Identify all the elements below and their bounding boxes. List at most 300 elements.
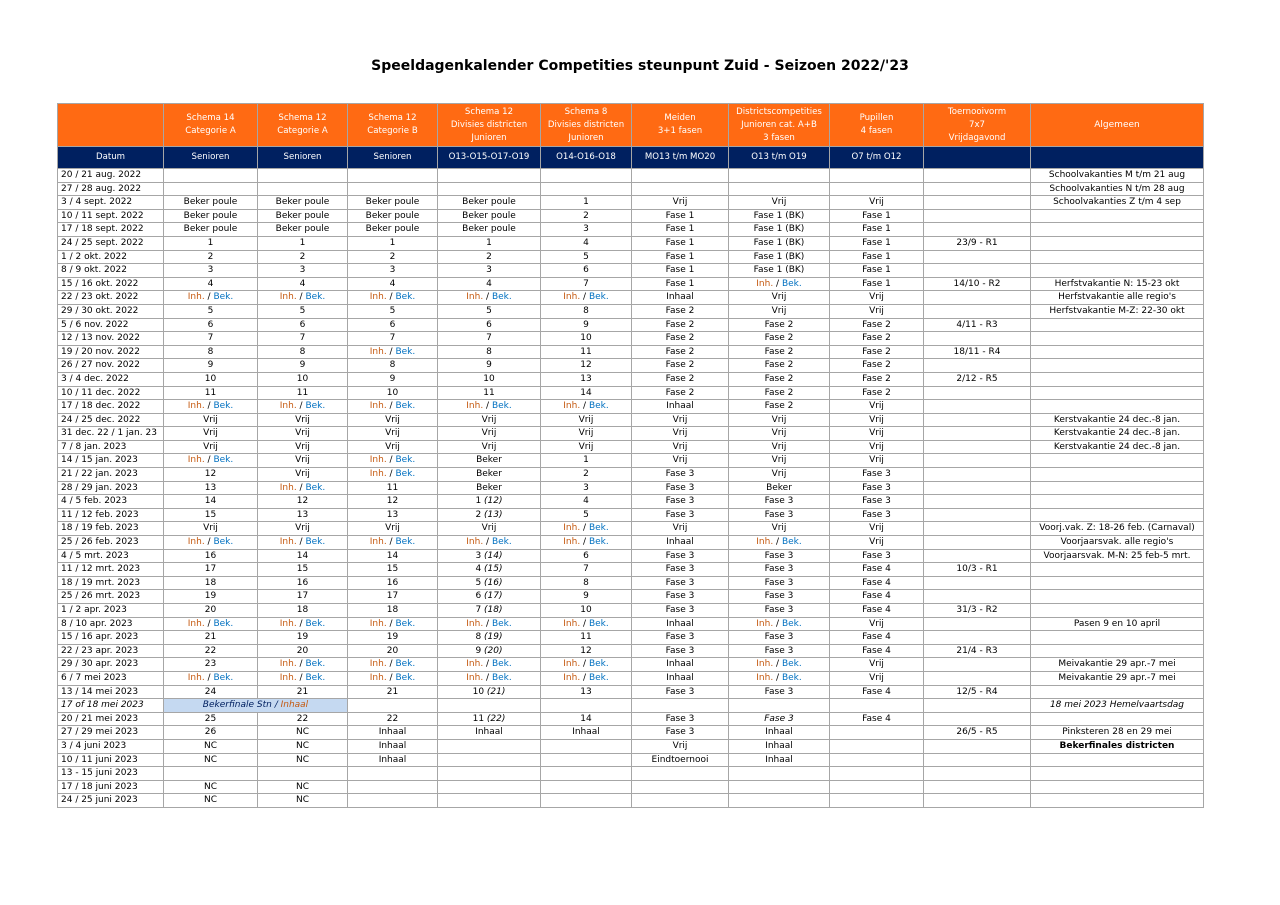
table-cell bbox=[258, 182, 348, 196]
cell-text: 14 / 15 jan. 2023 bbox=[61, 455, 138, 466]
table-cell bbox=[348, 386, 438, 400]
cell-text: 2 bbox=[299, 251, 306, 262]
general-note bbox=[1031, 427, 1204, 441]
general-note bbox=[1031, 359, 1204, 373]
separator: / bbox=[386, 346, 396, 357]
table-row bbox=[58, 712, 1204, 726]
cell-text: 29 / 30 apr. 2023 bbox=[61, 659, 139, 670]
date-cell bbox=[58, 359, 164, 373]
column-header bbox=[632, 104, 729, 147]
cell-text: Fase 4 bbox=[862, 645, 891, 656]
cell-text: Inhaal bbox=[475, 727, 503, 738]
table-cell bbox=[632, 658, 729, 672]
table-cell bbox=[632, 604, 729, 618]
table-cell bbox=[348, 468, 438, 482]
cell-text: Vrij bbox=[203, 523, 218, 534]
cell-text: 5 / 6 nov. 2022 bbox=[61, 319, 129, 330]
date-cell bbox=[58, 400, 164, 414]
cell-text: Beker bbox=[476, 469, 502, 480]
date-cell bbox=[58, 291, 164, 305]
cell-text: Beker poule bbox=[183, 197, 238, 208]
general-note bbox=[1031, 658, 1204, 672]
cell-text: Vrij bbox=[672, 197, 688, 208]
cell-text: NC bbox=[295, 781, 310, 792]
table-row bbox=[58, 536, 1204, 550]
cup-label: Bek. bbox=[305, 482, 326, 493]
separator: / bbox=[204, 401, 214, 412]
catchup-label: Inh. bbox=[279, 672, 297, 683]
cell-text: 12/5 - R4 bbox=[956, 686, 998, 697]
general-note bbox=[1031, 780, 1204, 794]
table-cell bbox=[632, 359, 729, 373]
table-row bbox=[58, 413, 1204, 427]
catchup-label: Inh. bbox=[756, 672, 774, 683]
table-row bbox=[58, 563, 1204, 577]
table-cell bbox=[924, 264, 1031, 278]
cup-label: Bek. bbox=[588, 672, 609, 683]
catchup-label: Inh. bbox=[279, 618, 297, 629]
date-cell bbox=[58, 481, 164, 495]
round-alt-number: (14) bbox=[484, 550, 503, 561]
cell-text: Meivakantie 29 apr.-7 mei bbox=[1058, 659, 1176, 670]
table-cell bbox=[729, 712, 830, 726]
general-note bbox=[1031, 372, 1204, 386]
cup-label: Bek. bbox=[588, 292, 609, 303]
cell-text: Vrij bbox=[385, 414, 400, 425]
table-row bbox=[58, 196, 1204, 210]
table-cell bbox=[258, 726, 348, 740]
cell-text: Beker poule bbox=[462, 197, 516, 208]
table-row bbox=[58, 699, 1204, 713]
table-cell bbox=[348, 291, 438, 305]
cell-text: Vrij bbox=[771, 305, 787, 316]
table-cell bbox=[438, 264, 541, 278]
cup-label: Bek. bbox=[781, 278, 802, 289]
cell-text: Fase 2 bbox=[665, 387, 695, 398]
table-cell bbox=[164, 671, 258, 685]
cell-text: 18 / 19 mrt. 2023 bbox=[61, 577, 141, 588]
table-cell bbox=[348, 563, 438, 577]
table-cell bbox=[438, 345, 541, 359]
table-cell bbox=[258, 427, 348, 441]
column-subheader: O14-O16-O18 bbox=[541, 147, 632, 169]
table-row bbox=[58, 685, 1204, 699]
cell-text: 7 / 8 jan. 2023 bbox=[61, 441, 127, 452]
table-cell bbox=[924, 576, 1031, 590]
table-cell bbox=[632, 196, 729, 210]
table-cell bbox=[924, 332, 1031, 346]
cell-text: Inhaal bbox=[765, 727, 793, 738]
table-cell bbox=[541, 454, 632, 468]
table-cell bbox=[729, 536, 830, 550]
table-cell bbox=[729, 169, 830, 183]
table-cell bbox=[438, 196, 541, 210]
general-note bbox=[1031, 182, 1204, 196]
table-cell bbox=[729, 400, 830, 414]
column-header bbox=[830, 104, 924, 147]
cell-text: 20 bbox=[386, 645, 399, 656]
cell-text: 3 bbox=[486, 265, 492, 276]
table-cell bbox=[924, 291, 1031, 305]
cell-text: 14/10 - R2 bbox=[953, 278, 1001, 289]
table-cell bbox=[830, 196, 924, 210]
table-cell bbox=[830, 236, 924, 250]
cell-text: 18 / 19 feb. 2023 bbox=[61, 523, 139, 534]
table-cell bbox=[924, 413, 1031, 427]
table-cell bbox=[258, 590, 348, 604]
table-cell bbox=[924, 169, 1031, 183]
general-note bbox=[1031, 522, 1204, 536]
table-row bbox=[58, 794, 1204, 808]
table-row bbox=[58, 223, 1204, 237]
cell-text: Fase 2 bbox=[764, 319, 794, 330]
table-cell bbox=[438, 332, 541, 346]
catchup-label: Inh. bbox=[756, 537, 774, 548]
cell-text: 11 bbox=[580, 632, 592, 643]
separator: / bbox=[773, 672, 782, 683]
cell-text: Fase 3 bbox=[665, 564, 695, 575]
cell-text: Vrij bbox=[481, 523, 497, 534]
separator: / bbox=[483, 672, 492, 683]
table-cell bbox=[729, 726, 830, 740]
table-cell bbox=[632, 182, 729, 196]
cell-text: Inhaal bbox=[666, 659, 694, 670]
cell-text: 2 bbox=[389, 251, 396, 262]
cell-text: Fase 1 (BK) bbox=[753, 251, 805, 262]
cell-text: Fase 1 bbox=[665, 278, 695, 289]
general-note bbox=[1031, 209, 1204, 223]
general-note bbox=[1031, 250, 1204, 264]
catchup-label: Inh. bbox=[466, 292, 484, 303]
table-cell bbox=[541, 590, 632, 604]
cell-text: Beker poule bbox=[365, 210, 420, 221]
cell-text: Vrij bbox=[672, 455, 688, 466]
column-header-line: Schema 12 bbox=[278, 113, 327, 123]
table-cell bbox=[541, 794, 632, 808]
table-cell bbox=[632, 753, 729, 767]
table-cell bbox=[924, 753, 1031, 767]
table-cell bbox=[729, 644, 830, 658]
table-cell bbox=[348, 318, 438, 332]
table-cell bbox=[164, 767, 258, 781]
cell-text: Fase 3 bbox=[862, 550, 891, 561]
table-cell bbox=[164, 712, 258, 726]
table-cell bbox=[541, 413, 632, 427]
table-cell bbox=[164, 495, 258, 509]
table-row bbox=[58, 549, 1204, 563]
table-cell bbox=[830, 726, 924, 740]
table-cell bbox=[632, 631, 729, 645]
cell-text: Fase 3 bbox=[665, 591, 695, 602]
table-cell bbox=[830, 372, 924, 386]
table-cell bbox=[438, 631, 541, 645]
table-cell bbox=[729, 522, 830, 536]
cup-label: Bek. bbox=[588, 659, 609, 670]
table-cell bbox=[438, 753, 541, 767]
cell-text: NC bbox=[295, 754, 310, 765]
table-cell bbox=[541, 604, 632, 618]
cell-text: 11 bbox=[580, 346, 592, 357]
table-cell bbox=[164, 468, 258, 482]
table-cell bbox=[632, 413, 729, 427]
table-cell bbox=[438, 644, 541, 658]
table-cell bbox=[632, 454, 729, 468]
cup-label: Bek. bbox=[305, 672, 326, 683]
cup-label: Bek. bbox=[395, 455, 416, 466]
cell-text: 8 / 9 okt. 2022 bbox=[61, 265, 127, 276]
cell-text: Beker bbox=[476, 455, 502, 466]
separator: / bbox=[204, 672, 214, 683]
cup-label: Bek. bbox=[395, 537, 416, 548]
separator: / bbox=[483, 401, 492, 412]
table-cell bbox=[164, 291, 258, 305]
catchup-label: Inh. bbox=[563, 672, 581, 683]
subheader-row bbox=[58, 147, 1204, 169]
cell-text: Beker poule bbox=[462, 210, 516, 221]
separator: / bbox=[386, 659, 396, 670]
table-cell bbox=[164, 440, 258, 454]
table-row bbox=[58, 671, 1204, 685]
cell-text: Pasen 9 en 10 april bbox=[1073, 618, 1161, 629]
column-header-line: Vrijdagavond bbox=[948, 132, 1006, 143]
table-cell bbox=[164, 685, 258, 699]
table-cell bbox=[541, 182, 632, 196]
cell-text: Vrij bbox=[295, 455, 310, 466]
table-cell bbox=[348, 454, 438, 468]
column-subheader: MO13 t/m MO20 bbox=[632, 147, 729, 169]
separator: / bbox=[386, 618, 396, 629]
cup-label: Bek. bbox=[213, 618, 234, 629]
table-cell bbox=[438, 590, 541, 604]
cell-text: 20 / 21 aug. 2022 bbox=[61, 170, 142, 180]
cell-text: Herfstvakantie N: 15-23 okt bbox=[1054, 278, 1180, 289]
general-note bbox=[1031, 563, 1204, 577]
table-cell bbox=[541, 685, 632, 699]
table-cell bbox=[729, 576, 830, 590]
general-note bbox=[1031, 767, 1204, 781]
cell-text: 4 bbox=[583, 237, 589, 248]
catchup-label: Inh. bbox=[563, 618, 581, 629]
cell-text: Inhaal bbox=[765, 740, 793, 751]
cup-label: Bek. bbox=[781, 618, 802, 629]
table-cell bbox=[830, 590, 924, 604]
table-cell bbox=[830, 658, 924, 672]
table-cell bbox=[348, 223, 438, 237]
separator: / bbox=[204, 537, 214, 548]
cell-text: 19 bbox=[386, 632, 399, 643]
cell-text: Vrij bbox=[672, 428, 688, 439]
cell-text: 1 bbox=[486, 237, 492, 248]
table-row bbox=[58, 739, 1204, 753]
cell-text: Vrij bbox=[672, 414, 688, 425]
date-cell bbox=[58, 658, 164, 672]
table-cell bbox=[438, 794, 541, 808]
separator: / bbox=[386, 401, 396, 412]
table-cell bbox=[164, 236, 258, 250]
cell-text: 8 bbox=[583, 577, 589, 588]
cup-label: Bek. bbox=[213, 537, 234, 548]
table-cell bbox=[830, 182, 924, 196]
table-cell bbox=[924, 440, 1031, 454]
cell-text: 11 bbox=[296, 387, 309, 398]
cell-text: 16 bbox=[204, 550, 217, 561]
catchup-label: Inh. bbox=[187, 401, 205, 412]
cell-text: Inhaal bbox=[765, 754, 793, 765]
table-cell bbox=[164, 318, 258, 332]
cell-text: 26 bbox=[204, 727, 217, 738]
table-cell bbox=[541, 508, 632, 522]
table-row bbox=[58, 604, 1204, 618]
table-cell bbox=[164, 522, 258, 536]
table-cell bbox=[729, 481, 830, 495]
cell-text: 12 bbox=[580, 645, 592, 656]
table-cell bbox=[924, 536, 1031, 550]
cup-final-cell bbox=[164, 699, 348, 713]
cell-text: 7 bbox=[583, 564, 589, 575]
table-cell bbox=[348, 236, 438, 250]
separator: / bbox=[773, 278, 782, 289]
table-cell bbox=[164, 576, 258, 590]
cell-text: 6 bbox=[583, 550, 589, 561]
table-cell bbox=[924, 386, 1031, 400]
table-cell bbox=[541, 277, 632, 291]
table-cell bbox=[164, 427, 258, 441]
table-cell bbox=[258, 767, 348, 781]
cell-text: 8 bbox=[486, 346, 492, 357]
cell-text: 8 bbox=[299, 346, 306, 357]
cell-text: 5 bbox=[583, 251, 589, 262]
round-alt-number: (20) bbox=[484, 645, 503, 656]
cell-text: Vrij bbox=[481, 441, 497, 452]
round-number: 11 bbox=[472, 713, 487, 724]
cell-text: Fase 2 bbox=[665, 333, 695, 344]
cell-text: 6 / 7 mei 2023 bbox=[61, 672, 127, 683]
column-header bbox=[58, 104, 164, 147]
cell-text: Beker bbox=[766, 482, 792, 493]
separator: / bbox=[580, 537, 589, 548]
cell-text: Beker bbox=[476, 482, 502, 493]
cell-text: Fase 2 bbox=[665, 360, 695, 371]
cell-text: 15 bbox=[296, 564, 309, 575]
round-number: 7 bbox=[475, 605, 485, 615]
table-cell bbox=[632, 563, 729, 577]
cell-text: 24 bbox=[204, 686, 217, 697]
column-header bbox=[1031, 104, 1204, 147]
date-cell bbox=[58, 549, 164, 563]
table-cell bbox=[830, 699, 924, 713]
cell-text: Vrij bbox=[869, 523, 884, 534]
date-cell bbox=[58, 264, 164, 278]
table-cell bbox=[438, 372, 541, 386]
table-cell bbox=[632, 699, 729, 713]
cell-text: Voorj.vak. Z: 18-26 feb. (Carnaval) bbox=[1039, 523, 1195, 534]
table-cell bbox=[438, 304, 541, 318]
table-cell bbox=[541, 536, 632, 550]
column-header bbox=[924, 104, 1031, 147]
cell-text: Vrij bbox=[869, 305, 884, 316]
table-cell bbox=[348, 617, 438, 631]
catchup-label: Inh. bbox=[279, 401, 297, 412]
cell-text: Vrij bbox=[869, 672, 884, 683]
cell-text: 4/11 - R3 bbox=[956, 319, 998, 330]
cell-text: 20 bbox=[204, 605, 217, 615]
table-cell bbox=[164, 780, 258, 794]
table-cell bbox=[438, 508, 541, 522]
general-note bbox=[1031, 495, 1204, 509]
cell-text: 21 / 22 jan. 2023 bbox=[61, 469, 138, 480]
general-note bbox=[1031, 277, 1204, 291]
cell-text: Beker poule bbox=[275, 210, 330, 221]
column-header bbox=[164, 104, 258, 147]
cell-text: Fase 2 bbox=[862, 360, 891, 371]
cell-text: Fase 1 bbox=[862, 265, 891, 276]
cell-text: 1 / 2 okt. 2022 bbox=[61, 251, 127, 262]
cell-text: Herfstvakantie M-Z: 22-30 okt bbox=[1049, 305, 1185, 316]
cell-text: Fase 3 bbox=[764, 496, 794, 507]
cell-text: 7 bbox=[389, 333, 396, 344]
round-alt-number: (19) bbox=[484, 632, 503, 643]
cell-text: Fase 2 bbox=[862, 387, 891, 398]
cell-text: Fase 3 bbox=[764, 713, 794, 724]
column-subheader: O13 t/m O19 bbox=[729, 147, 830, 169]
table-cell bbox=[438, 386, 541, 400]
cell-text: Fase 4 bbox=[862, 713, 891, 724]
table-cell bbox=[830, 495, 924, 509]
table-cell bbox=[924, 236, 1031, 250]
cell-text: 11 bbox=[204, 387, 217, 398]
cell-text: 10 bbox=[386, 387, 399, 398]
table-cell bbox=[924, 481, 1031, 495]
cell-text: 12 bbox=[296, 496, 309, 507]
table-cell bbox=[348, 182, 438, 196]
cell-text: 17 bbox=[296, 591, 309, 602]
table-row bbox=[58, 508, 1204, 522]
column-header-line: Schema 12 bbox=[368, 113, 417, 123]
cup-label: Bek. bbox=[395, 672, 416, 683]
table-cell bbox=[729, 794, 830, 808]
table-cell bbox=[541, 386, 632, 400]
catchup-label: Inh. bbox=[756, 659, 774, 670]
separator: / bbox=[580, 618, 589, 629]
date-cell bbox=[58, 440, 164, 454]
cell-text: 15 bbox=[204, 509, 217, 520]
cell-text: 8 / 10 apr. 2023 bbox=[61, 618, 133, 629]
general-note bbox=[1031, 685, 1204, 699]
cell-text: 1 / 2 apr. 2023 bbox=[61, 605, 127, 615]
table-cell bbox=[258, 236, 348, 250]
table-cell bbox=[164, 753, 258, 767]
table-cell bbox=[729, 413, 830, 427]
table-cell bbox=[632, 712, 729, 726]
table-cell bbox=[729, 685, 830, 699]
cell-text: Fase 3 bbox=[665, 509, 695, 520]
cell-text: 7 bbox=[299, 333, 306, 344]
table-row bbox=[58, 304, 1204, 318]
cell-text: 17 / 18 dec. 2022 bbox=[61, 401, 141, 412]
table-cell bbox=[729, 332, 830, 346]
cell-text: Inhaal bbox=[666, 292, 694, 303]
cell-text: Vrij bbox=[869, 537, 884, 548]
table-cell bbox=[632, 169, 729, 183]
cell-text: 10 bbox=[296, 373, 309, 384]
table-cell bbox=[632, 536, 729, 550]
cup-label: Bek. bbox=[781, 659, 802, 670]
table-cell bbox=[729, 739, 830, 753]
cell-text: Fase 3 bbox=[764, 564, 794, 575]
table-cell bbox=[830, 250, 924, 264]
table-cell bbox=[541, 209, 632, 223]
table-cell bbox=[348, 413, 438, 427]
